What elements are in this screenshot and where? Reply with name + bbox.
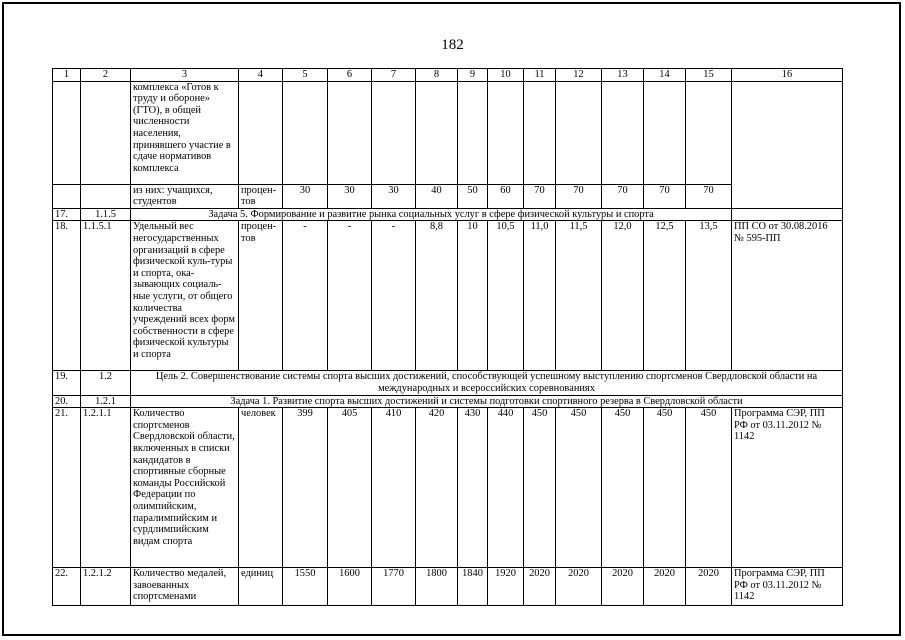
table-row — [53, 208, 843, 221]
col-header: 7 — [372, 69, 416, 82]
value-cell: 450 — [556, 408, 602, 568]
row-number: 19. — [53, 371, 81, 395]
col-header: 6 — [328, 69, 372, 82]
value-cell: 1800 — [416, 568, 458, 606]
value-cell: 450 — [524, 408, 556, 568]
value-cell: 440 — [488, 408, 524, 568]
unit-cell: процен-тов — [239, 184, 283, 208]
value-cell: 40 — [416, 184, 458, 208]
value-cell: 12,0 — [602, 221, 644, 371]
value-cell: 10 — [458, 221, 488, 371]
task-heading: Задача 5. Формирование и развитие рынка социальных услуг в сфере физической культуры и спорта — [131, 208, 732, 221]
value-cell: 70 — [556, 184, 602, 208]
col-header: 3 — [131, 69, 239, 82]
row-code: 1.1.5 — [81, 208, 131, 221]
col-header: 15 — [686, 69, 732, 82]
value-cell: - — [283, 221, 328, 371]
indicator-text: Количество медалей, завоеванных спортсменами — [131, 568, 239, 606]
table-row — [53, 81, 843, 184]
row-code: 1.1.5.1 — [81, 221, 131, 371]
value-cell: 420 — [416, 408, 458, 568]
unit-cell: единиц — [239, 568, 283, 606]
value-cell: 1550 — [283, 568, 328, 606]
legal-basis: ПП СО от 30.08.2016 № 595-ПП — [732, 221, 843, 371]
col-header: 10 — [488, 69, 524, 82]
value-cell: 12,5 — [644, 221, 686, 371]
value-cell: 405 — [328, 408, 372, 568]
col-header: 8 — [416, 69, 458, 82]
table-row — [53, 395, 843, 408]
value-cell: 60 — [488, 184, 524, 208]
col-header: 11 — [524, 69, 556, 82]
value-cell: 70 — [524, 184, 556, 208]
col-header: 4 — [239, 69, 283, 82]
value-cell: 30 — [283, 184, 328, 208]
value-cell: 2020 — [556, 568, 602, 606]
value-cell: 50 — [458, 184, 488, 208]
row-number: 21. — [53, 408, 81, 568]
value-cell: 2020 — [602, 568, 644, 606]
value-cell: 2020 — [524, 568, 556, 606]
col-header: 14 — [644, 69, 686, 82]
value-cell: 410 — [372, 408, 416, 568]
value-cell: - — [372, 221, 416, 371]
col-header: 1 — [53, 69, 81, 82]
value-cell: 70 — [602, 184, 644, 208]
row-code: 1.2.1.1 — [81, 408, 131, 568]
value-cell: 70 — [686, 184, 732, 208]
value-cell: 1840 — [458, 568, 488, 606]
unit-cell: человек — [239, 408, 283, 568]
value-cell: 8,8 — [416, 221, 458, 371]
value-cell: 70 — [644, 184, 686, 208]
value-cell: 1920 — [488, 568, 524, 606]
table-row — [53, 568, 843, 606]
row-number: 22. — [53, 568, 81, 606]
indicators-table — [52, 68, 843, 606]
value-cell: 13,5 — [686, 221, 732, 371]
col-header: 9 — [458, 69, 488, 82]
indicator-text: Удельный вес негосударственных организаций в сфере физической куль-туры и спорта, ока-зывающих социаль-ные услуги, от общего количества учреждений всех форм собственности в сфере физической культуры и спорта — [131, 221, 239, 371]
row-number: 17. — [53, 208, 81, 221]
value-cell: 10,5 — [488, 221, 524, 371]
table-row — [53, 408, 843, 568]
table-row — [53, 371, 843, 395]
task-heading: Задача 1. Развитие спорта высших достижений и системы подготовки спортивного резерва в Свердловской области — [131, 395, 843, 408]
table-row — [53, 221, 843, 371]
row-code: 1.2 — [81, 371, 131, 395]
value-cell: 450 — [602, 408, 644, 568]
value-cell: 30 — [328, 184, 372, 208]
value-cell: 30 — [372, 184, 416, 208]
value-cell: 1600 — [328, 568, 372, 606]
row-code: 1.2.1 — [81, 395, 131, 408]
value-cell: 450 — [644, 408, 686, 568]
goal-heading: Цель 2. Совершенствование системы спорта высших достижений, способствующей успешному выступлению спортсменов Свердловской области на международных и всероссийских соревнованиях — [131, 371, 843, 395]
page-number: 182 — [441, 37, 464, 53]
indicator-text: комплекса «Готов к труду и обороне» (ГТО), в общей численности населения, принявшего участие в сдаче нормативов комплекса — [131, 81, 239, 184]
legal-basis: Программа СЭР, ПП РФ от 03.11.2012 № 1142 — [732, 408, 843, 568]
header-row — [53, 69, 843, 82]
row-code: 1.2.1.2 — [81, 568, 131, 606]
col-header: 2 — [81, 69, 131, 82]
indicator-text: Количество спортсменов Свердловской области, включенных в списки кандидатов в спортивные сборные команды Российской Федерации по олимпийским, паралимпийским и сурдлимпийским видам спорта — [131, 408, 239, 568]
indicator-text: из них: учащихся, студентов — [131, 184, 239, 208]
value-cell: 450 — [686, 408, 732, 568]
col-header: 12 — [556, 69, 602, 82]
value-cell: 11,5 — [556, 221, 602, 371]
value-cell: 399 — [283, 408, 328, 568]
value-cell: 2020 — [686, 568, 732, 606]
col-header: 16 — [732, 69, 843, 82]
value-cell: - — [328, 221, 372, 371]
row-number: 18. — [53, 221, 81, 371]
value-cell: 2020 — [644, 568, 686, 606]
value-cell: 430 — [458, 408, 488, 568]
row-number: 20. — [53, 395, 81, 408]
table-row — [53, 184, 843, 208]
unit-cell: процен-тов — [239, 221, 283, 371]
col-header: 13 — [602, 69, 644, 82]
value-cell: 1770 — [372, 568, 416, 606]
legal-basis: Программа СЭР, ПП РФ от 03.11.2012 № 1142 — [732, 568, 843, 606]
value-cell: 11,0 — [524, 221, 556, 371]
col-header: 5 — [283, 69, 328, 82]
